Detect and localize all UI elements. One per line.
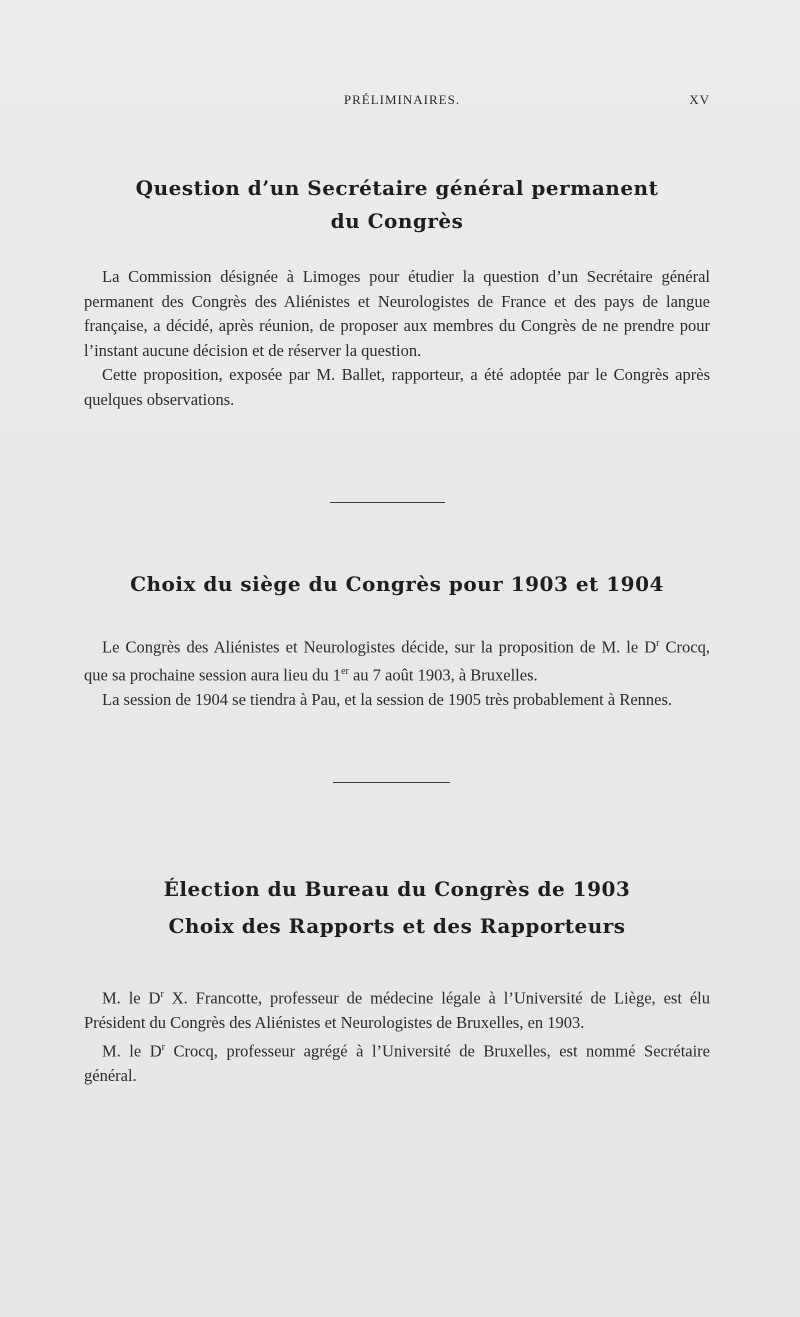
paragraph: Cette proposition, exposée par M. Ballet, rapporteur, a été adoptée par le Congrès après quelques observations. — [84, 365, 710, 409]
section-divider — [333, 782, 450, 783]
paragraph: M. le $D^r$ Crocq, professeur agrégé à l’Université de Bruxelles, est nommé Secrétaire général. — [84, 1041, 711, 1085]
section-body-bureau — [84, 983, 710, 1088]
paragraph: La Commission désignée à Limoges pour étudier la question d’un Secrétaire général permanent des Congrès des Aliénistes et Neurologistes de France et des pays de langue française, a décidé, après réunion, de proposer aux membres du Congrès de ne prendre pour l’instant aucune décision et de réserver la question. — [84, 267, 710, 360]
section-heading-secretary — [84, 176, 710, 233]
paragraph: Le Congrès des Aliénistes et Neurologistes décide, sur la proposition de M. le $D^r$ Crocq, que sa prochaine session aura lieu du 1er au 7 août 1903, à Bruxelles. — [84, 637, 710, 685]
running-head — [84, 92, 710, 112]
paragraph: La session de 1904 se tiendra à Pau, et la session de 1905 très probablement à Rennes. — [102, 690, 673, 709]
section-body-venue — [84, 632, 710, 713]
section-divider — [330, 502, 445, 503]
section-heading-line: Question d’un Secrétaire général permanent — [135, 176, 659, 200]
paragraph: M. le $D^r$ X. Francotte, professeur de médecine légale à l’Université de Liège, est élu Président du Congrès des Aliénistes et Neurologistes de Bruxelles, en 1903. — [84, 988, 710, 1032]
section-heading-line: Élection du Bureau du Congrès de 1903 — [163, 877, 631, 901]
section-heading-line: du Congrès — [330, 209, 464, 233]
section-heading-venue — [84, 572, 710, 596]
section-heading-line: Choix du siège du Congrès pour 1903 et 1904 — [130, 572, 664, 596]
section-heading-bureau — [84, 877, 710, 938]
section-body-secretary — [84, 265, 710, 412]
section-heading-line: Choix des Rapports et des Rapporteurs — [168, 914, 626, 938]
running-title: PRÉLIMINAIRES. — [343, 92, 461, 107]
page-number: XV — [689, 92, 710, 107]
